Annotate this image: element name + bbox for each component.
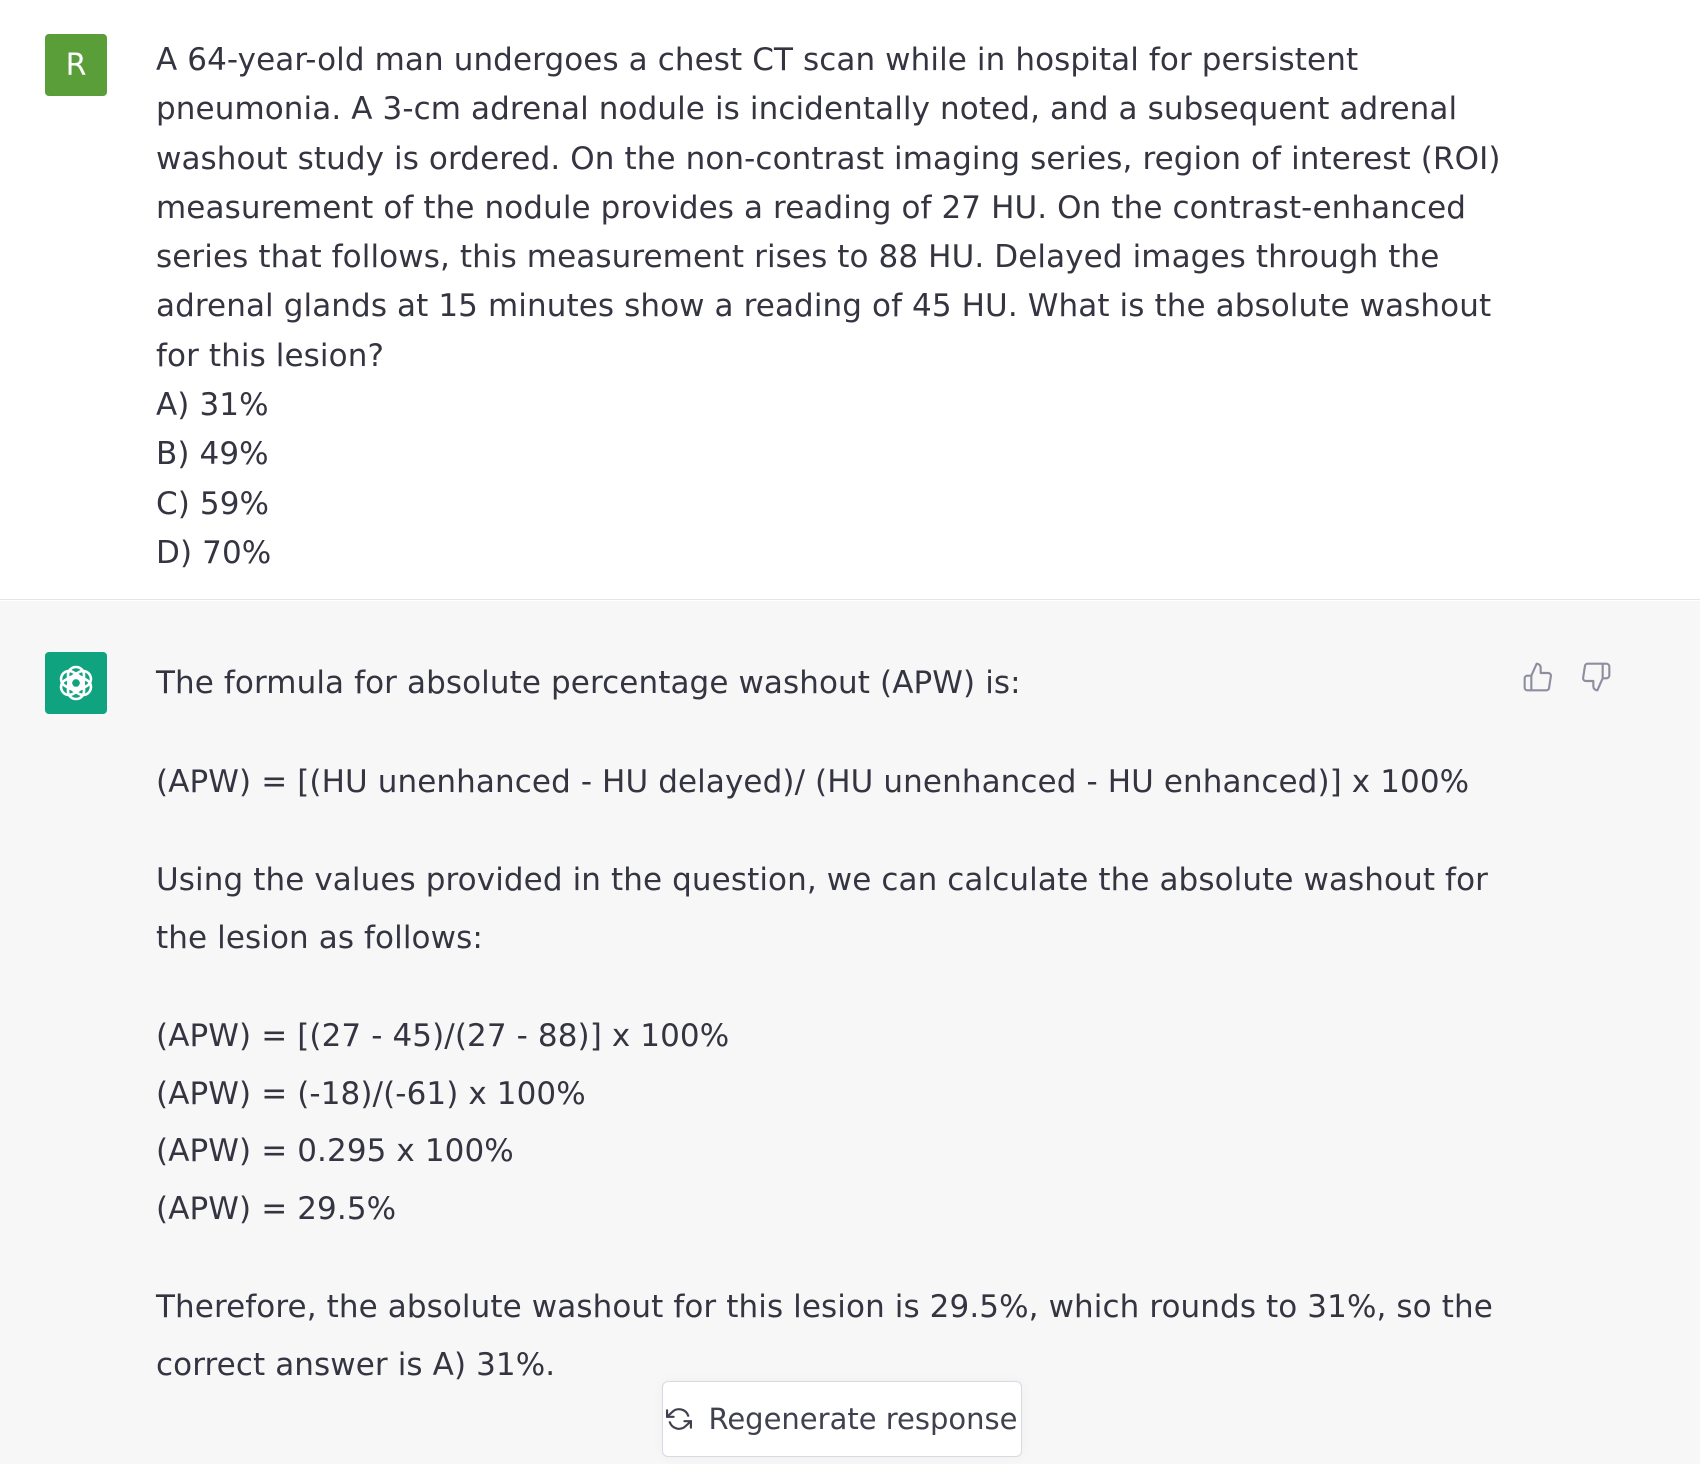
formula-intro: The formula for absolute percentage washout (APW) is: xyxy=(156,665,1021,701)
assistant-message-row xyxy=(0,601,1700,1464)
calculation-steps xyxy=(156,1008,1516,1238)
formula: (APW) = [(HU unenhanced - HU delayed)/ (HU unenhanced - HU enhanced)] x 100% xyxy=(156,763,1470,800)
calc-step-3: (APW) = 0.295 x 100% xyxy=(156,1133,514,1169)
regenerate-label: Regenerate response xyxy=(708,1402,1018,1436)
calc-step-1: (APW) = [(27 - 45)/(27 - 88)] x 100% xyxy=(156,1018,730,1054)
option-b: B) 49% xyxy=(156,436,269,473)
thumbs-down-button[interactable] xyxy=(1578,659,1614,695)
calculation-intro: Using the values provided in the question, we can calculate the absolute washout for the lesion as follows: xyxy=(156,862,1488,956)
user-avatar xyxy=(45,34,107,96)
option-a: A) 31% xyxy=(156,387,269,424)
conclusion: Therefore, the absolute washout for this lesion is 29.5%, which rounds to 31%, so the correct answer is A) 31%. xyxy=(156,1289,1493,1383)
thumbs-up-icon xyxy=(1522,661,1554,693)
refresh-icon xyxy=(666,1406,692,1432)
user-avatar-initial: R xyxy=(65,47,87,83)
regenerate-response-button[interactable] xyxy=(662,1381,1022,1457)
feedback-buttons xyxy=(1520,659,1614,695)
user-message xyxy=(156,36,1516,578)
calc-step-4: (APW) = 29.5% xyxy=(156,1190,397,1227)
assistant-message xyxy=(156,655,1516,1394)
option-d: D) 70% xyxy=(156,534,272,571)
thumbs-down-icon xyxy=(1580,661,1612,693)
openai-logo-icon xyxy=(55,662,97,704)
calc-step-2: (APW) = (-18)/(-61) x 100% xyxy=(156,1075,586,1112)
user-message-row xyxy=(0,0,1700,600)
assistant-avatar xyxy=(45,652,107,714)
question-text: A 64-year-old man undergoes a chest CT scan while in hospital for persistent pneumonia. A 3-cm adrenal nodule is incidentally noted, and a subsequent adrenal washout study is ordered. On the non-contrast imaging series, region of interest (ROI) measurement of the nodule provides a reading of 27 HU. On the contrast-enhanced series that follows, this measurement rises to 88 HU. Delayed images through the adrenal glands at 15 minutes show a reading of 45 HU. What is the absolute washout for this lesion? xyxy=(156,42,1501,374)
thumbs-up-button[interactable] xyxy=(1520,659,1556,695)
answer-options xyxy=(156,381,1516,578)
option-c: C) 59% xyxy=(156,485,270,522)
